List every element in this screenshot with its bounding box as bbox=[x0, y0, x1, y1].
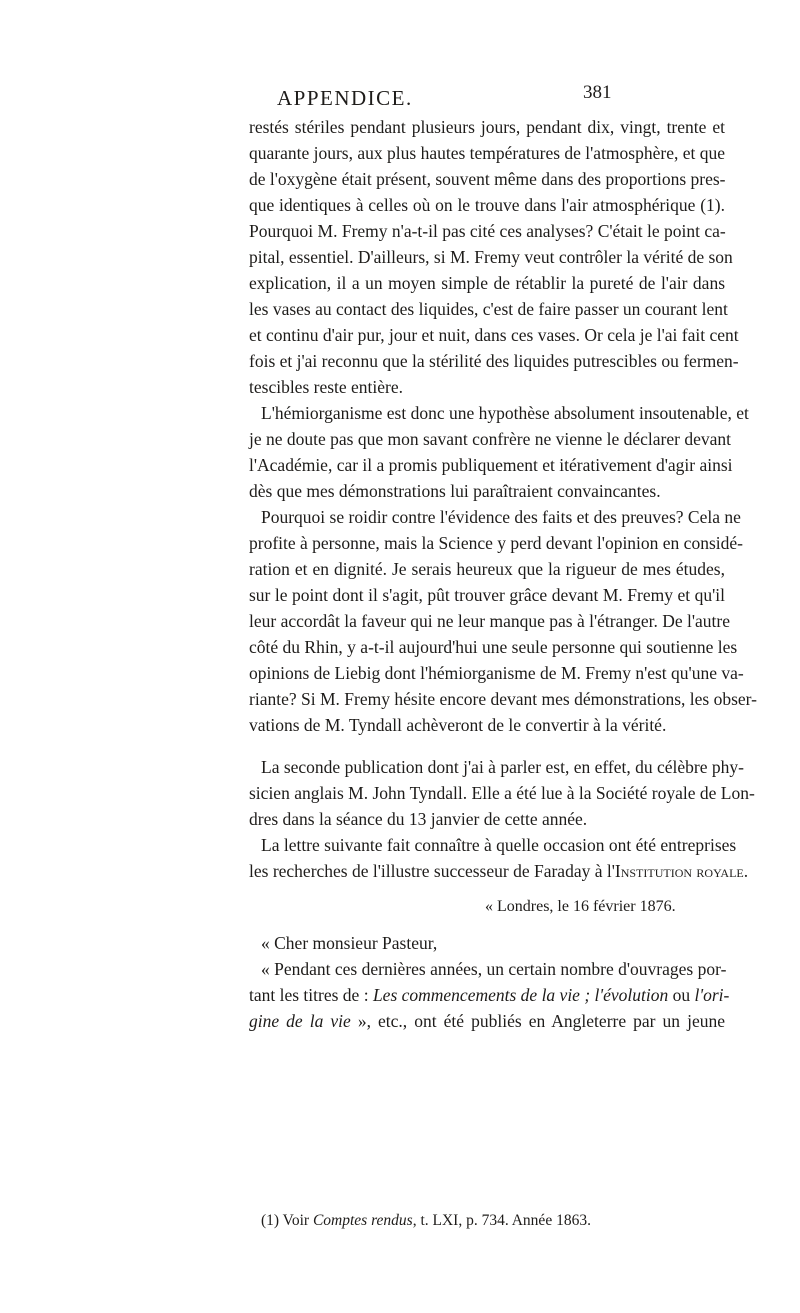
letter bbox=[249, 894, 730, 1034]
text-line: dès que mes démonstrations lui paraîtraient convaincantes. bbox=[249, 481, 661, 501]
text-line: explication, il a un moyen simple de rétablir la pureté de l'air dans bbox=[249, 273, 725, 293]
text-line: tescibles reste entière. bbox=[249, 377, 404, 397]
letter-dateline: « Londres, le 16 février 1876. bbox=[485, 898, 676, 915]
paragraph-3 bbox=[249, 504, 757, 738]
text-line: profite à personne, mais la Science y perd devant l'opinion en considé- bbox=[249, 533, 743, 553]
text-line: côté du Rhin, y a-t-il aujourd'hui une seule personne qui soutienne les bbox=[249, 637, 738, 657]
page-number: 381 bbox=[583, 82, 612, 103]
institution-name: Institution royale. bbox=[614, 861, 749, 881]
paragraph-gap bbox=[249, 920, 725, 930]
text-line: Pourquoi M. Fremy n'a-t-il pas cité ces analyses? C'était le point ca- bbox=[249, 221, 726, 241]
text-line: L'hémiorganisme est donc une hypothèse absolument insoutenable, et bbox=[261, 403, 749, 423]
footnote: (1) Voir Comptes rendus, t. LXI, p. 734. Année 1863. bbox=[261, 1212, 591, 1229]
text-line: La seconde publication dont j'ai à parler est, en effet, du célèbre phy- bbox=[261, 757, 744, 777]
text-line: dres dans la séance du 13 janvier de cette année. bbox=[249, 809, 588, 829]
text-line: riante? Si M. Fremy hésite encore devant mes démonstrations, les obser- bbox=[249, 689, 757, 709]
text-line: ration et en dignité. Je serais heureux que la rigueur de mes études, bbox=[249, 559, 725, 579]
paragraph-1 bbox=[249, 114, 739, 400]
body-text bbox=[249, 114, 757, 1034]
text-line: tant les titres de : Les commencements de la vie ; l'évolution ou l'ori- bbox=[249, 985, 730, 1005]
text-line: opinions de Liebig dont l'hémiorganisme de M. Fremy n'est qu'une va- bbox=[249, 663, 744, 683]
text-line: que identiques à celles où on le trouve dans l'air atmosphérique (1). bbox=[249, 195, 725, 215]
text-line: et continu d'air pur, jour et nuit, dans ces vases. Or cela je l'ai fait cent bbox=[249, 325, 739, 345]
paragraph-4 bbox=[249, 754, 755, 832]
text-line: gine de la vie », etc., ont été publiés en Angleterre par un jeune bbox=[249, 1011, 726, 1031]
running-title: APPENDICE. bbox=[277, 86, 413, 110]
paragraph-5 bbox=[249, 832, 749, 884]
text-line: « Pendant ces dernières années, un certain nombre d'ouvrages por- bbox=[261, 959, 727, 979]
text-line: de l'oxygène était présent, souvent même dans des proportions pres- bbox=[249, 169, 726, 189]
running-head bbox=[0, 82, 800, 116]
text-line: l'Académie, car il a promis publiquement et itérativement d'agir ainsi bbox=[249, 455, 733, 475]
text-fragment: les recherches de l'illustre successeur de Faraday à l' bbox=[249, 861, 615, 881]
paragraph-2 bbox=[249, 400, 749, 504]
text-line: pital, essentiel. D'ailleurs, si M. Fremy veut contrôler la vérité de son bbox=[249, 247, 733, 267]
text-line: La lettre suivante fait connaître à quelle occasion ont été entreprises bbox=[261, 835, 737, 855]
text-line: sur le point dont il s'agit, pût trouver grâce devant M. Fremy et qu'il bbox=[249, 585, 725, 605]
text-line: je ne doute pas que mon savant confrère ne vienne le déclarer devant bbox=[249, 429, 732, 449]
text-line: restés stériles pendant plusieurs jours, pendant dix, vingt, trente et bbox=[249, 117, 725, 137]
paragraph-gap bbox=[249, 738, 725, 754]
paragraph-gap bbox=[249, 884, 725, 894]
letter-salutation: « Cher monsieur Pasteur, bbox=[261, 933, 438, 953]
text-line: vations de M. Tyndall achèveront de le convertir à la vérité. bbox=[249, 715, 667, 735]
text-line: fois et j'ai reconnu que la stérilité des liquides putrescibles ou fermen- bbox=[249, 351, 739, 371]
text-line: Pourquoi se roidir contre l'évidence des faits et des preuves? Cela ne bbox=[261, 507, 741, 527]
text-line: sicien anglais M. John Tyndall. Elle a été lue à la Société royale de Lon- bbox=[249, 783, 755, 803]
text-line: quarante jours, aux plus hautes températures de l'atmosphère, et que bbox=[249, 143, 725, 163]
text-line bbox=[249, 858, 749, 884]
text-line: leur accordât la faveur qui ne leur manque pas à l'étranger. De l'autre bbox=[249, 611, 731, 631]
text-line: les vases au contact des liquides, c'est de faire passer un courant lent bbox=[249, 299, 728, 319]
